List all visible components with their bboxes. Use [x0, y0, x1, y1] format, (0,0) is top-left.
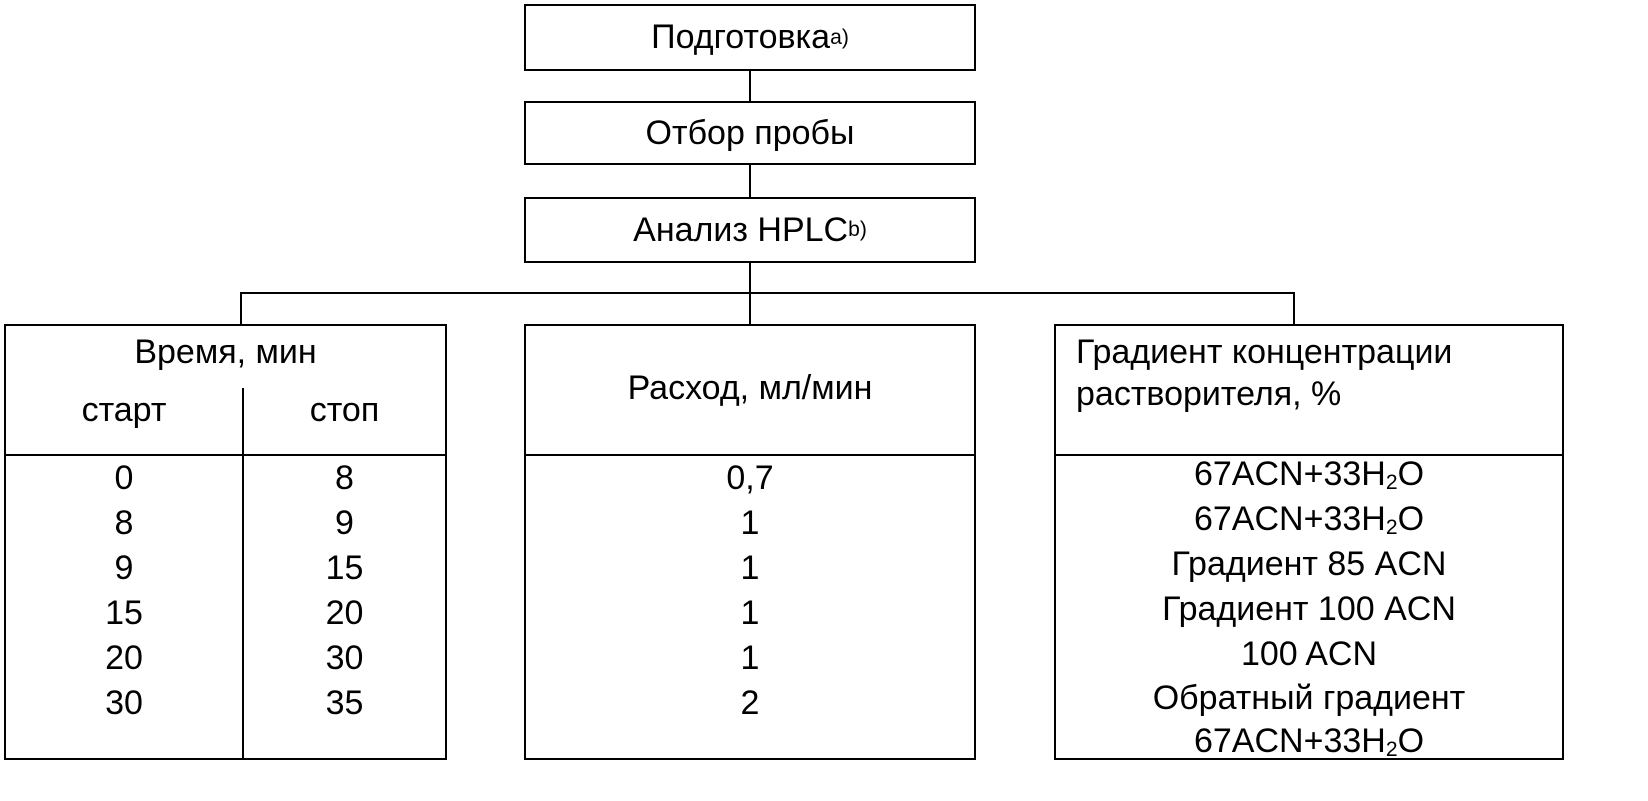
step-hplc-label: Анализ HPLC	[633, 210, 849, 249]
connector-2	[749, 165, 751, 197]
time-start-cell: 9	[114, 549, 134, 587]
branch-center	[749, 292, 751, 324]
flow-cell: 1	[740, 594, 760, 632]
time-stop-cell: 15	[325, 549, 364, 587]
time-stop-cell: 30	[325, 639, 364, 677]
gradient-header-line2: растворителя, %	[1076, 375, 1342, 413]
time-stop-cell: 35	[325, 684, 364, 722]
time-start-cell: 0	[114, 459, 134, 497]
time-start-cell: 30	[105, 684, 143, 722]
gradient-cell: $67ACN+33H_2O$	[1193, 500, 1425, 540]
step-preparation-label: Подготовка	[651, 18, 831, 56]
flow-cell: 1	[740, 504, 760, 542]
time-table	[4, 324, 447, 760]
flow-header: Расход, мл/мин	[627, 369, 873, 407]
time-stop-cell: 9	[335, 504, 354, 542]
flow-cell: 1	[740, 639, 760, 677]
time-stop-label: стоп	[309, 391, 380, 429]
branch-left	[240, 292, 242, 324]
connector-1	[749, 71, 751, 101]
branch-right	[1293, 292, 1295, 324]
gradient-values-column	[1056, 452, 1562, 763]
time-stop-cell: 20	[325, 594, 364, 632]
time-stop-cell: 8	[335, 459, 354, 497]
time-start-column	[6, 456, 242, 726]
gradient-cell: 100 ACN	[1240, 635, 1378, 673]
branch-horizontal	[240, 292, 1295, 294]
flow-values-column	[526, 456, 974, 726]
step-preparation-box: Подготовка a)	[524, 4, 976, 71]
gradient-cell: Обратный градиент	[1152, 679, 1466, 717]
connector-3	[749, 263, 751, 293]
gradient-cell: $67ACN+33H_2O$	[1193, 455, 1425, 495]
step-sampling-label: Отбор пробы	[645, 113, 855, 152]
gradient-header-line1: Градиент концентрации	[1076, 333, 1453, 371]
gradient-cell: $67ACN+33H_2O$	[1193, 722, 1425, 762]
flow-table	[524, 324, 976, 760]
time-start-cell: 8	[114, 504, 134, 542]
time-stop-column	[244, 456, 445, 726]
time-start-label: старт	[81, 391, 167, 429]
step-hplc-box: Анализ HPLC b)	[524, 197, 976, 263]
flow-cell: 1	[740, 549, 760, 587]
gradient-cell: Градиент 100 ACN	[1162, 590, 1456, 628]
time-header: Время, мин	[134, 333, 317, 371]
time-start-cell: 20	[105, 639, 143, 677]
gradient-table	[1054, 324, 1564, 760]
step-sampling-box	[524, 101, 976, 165]
flow-cell: 2	[740, 684, 760, 722]
gradient-cell: Градиент 85 ACN	[1171, 545, 1447, 583]
flow-cell: 0,7	[726, 459, 774, 497]
time-start-cell: 15	[105, 594, 143, 632]
